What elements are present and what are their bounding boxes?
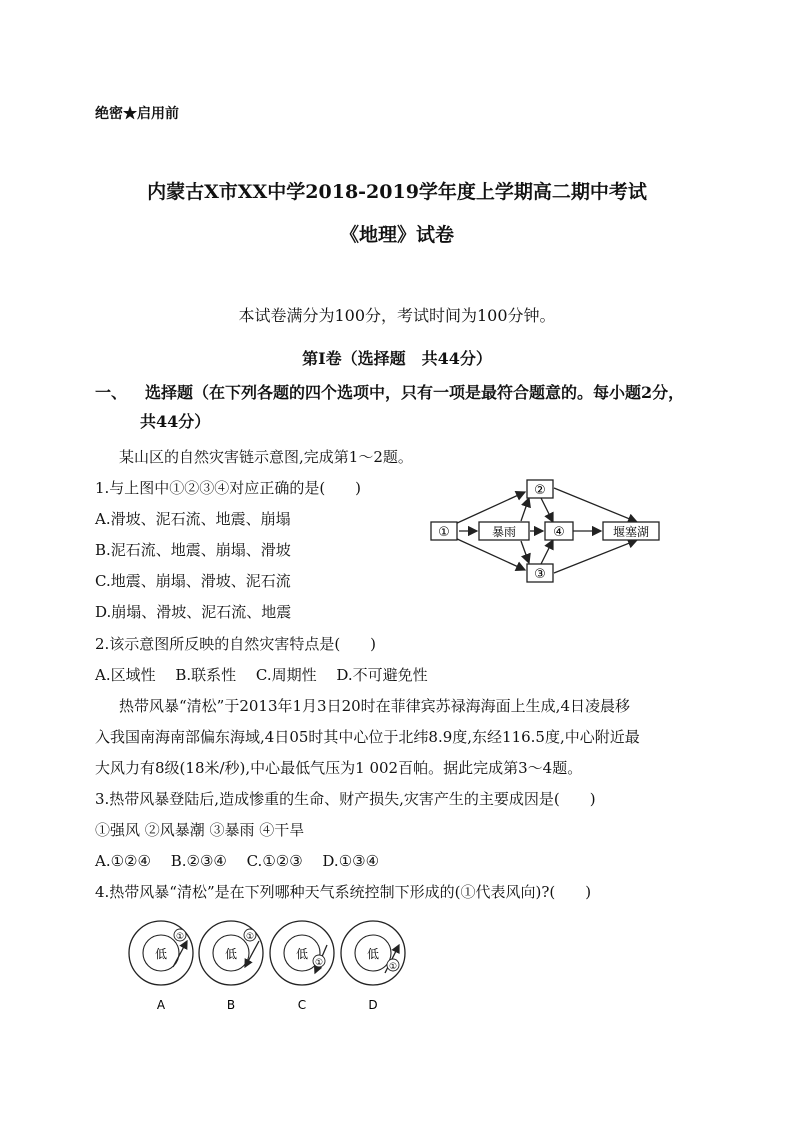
- exam-info: 本试卷满分为100分，考试时间为100分钟。: [238, 306, 556, 325]
- node-lake: [603, 522, 659, 540]
- node-3: [527, 564, 553, 582]
- low-label-b: 低: [224, 947, 238, 961]
- caption-d: D: [368, 998, 378, 1012]
- passage-1: 某山区的自然灾害链示意图,完成第1～2题。: [119, 448, 413, 466]
- weather-system-diagrams: [125, 915, 415, 1015]
- q1-option-c: C.地震、崩塌、滑坡、泥石流: [95, 572, 291, 590]
- node-rain: [479, 522, 529, 540]
- low-label-c: 低: [295, 947, 309, 961]
- node-rain-label: 暴雨: [491, 525, 517, 539]
- passage-2-line3: 大风力有8级(18米/秒),中心最低气压为1 002百帕。据此完成第3～4题。: [95, 759, 583, 777]
- part-title: 第Ⅰ卷（选择题 共44分）: [302, 349, 492, 368]
- node-lake-label: 堰塞湖: [612, 525, 650, 539]
- q4-stem: 4.热带风暴“清松”是在下列哪种天气系统控制下形成的(①代表风向)?( ): [95, 883, 592, 901]
- low-label-d: 低: [366, 947, 380, 961]
- section-number: 一、: [95, 383, 128, 402]
- q3-options: A.①②④ B.②③④ C.①②③ D.①③④: [95, 852, 380, 870]
- node-1: [431, 522, 457, 540]
- node-4: [545, 522, 573, 540]
- option-d-diagram: [341, 921, 405, 1012]
- q1-option-a: A.滑坡、泥石流、地震、崩塌: [95, 510, 291, 528]
- disaster-chain-diagram: [425, 470, 665, 590]
- passage-2-line1: 热带风暴“清松”于2013年1月3日20时在菲律宾苏禄海海面上生成,4日凌晨移: [119, 697, 630, 715]
- exam-subtitle: 《地理》试卷: [339, 224, 454, 246]
- low-label-a: 低: [154, 947, 168, 961]
- q1-stem: 1.与上图中①②③④对应正确的是( ): [95, 479, 362, 497]
- q2-options: A.区域性 B.联系性 C.周期性 D.不可避免性: [95, 666, 428, 684]
- caption-a: A: [156, 998, 166, 1012]
- section-heading: [95, 380, 684, 403]
- arrow-label-d: ①: [388, 962, 398, 972]
- passage-2-line2: 入我国南海南部偏东海域,4日05时其中心位于北纬8.9度,东经116.5度,中心附近最: [95, 728, 640, 746]
- node-1-label: ①: [438, 525, 450, 540]
- node-2: [527, 480, 553, 498]
- option-a-diagram: [129, 921, 193, 1012]
- q3-items: ①强风 ②风暴潮 ③暴雨 ④干旱: [95, 821, 305, 839]
- exam-title: 内蒙古X市XX中学2018-2019学年度上学期高二期中考试: [147, 181, 647, 203]
- arrow-label-a: ①: [175, 932, 185, 942]
- secret-mark: 绝密★启用前: [95, 106, 179, 122]
- node-2-label: ②: [534, 483, 546, 498]
- caption-c: C: [297, 998, 307, 1012]
- arrow-label-c: ①: [314, 958, 324, 968]
- q1-option-d: D.崩塌、滑坡、泥石流、地震: [95, 603, 292, 621]
- section-intro-line1: 选择题（在下列各题的四个选项中，只有一项是最符合题意的。每小题2分，: [145, 383, 685, 402]
- node-4-label: ④: [553, 525, 565, 540]
- arrow-label-b: ①: [245, 932, 255, 942]
- q3-stem: 3.热带风暴登陆后,造成惨重的生命、财产损失,灾害产生的主要成因是( ): [95, 790, 596, 808]
- q1-option-b: B.泥石流、地震、崩塌、滑坡: [95, 541, 291, 559]
- option-c-diagram: [270, 921, 334, 1012]
- caption-b: B: [226, 998, 236, 1012]
- option-b-diagram: [199, 921, 263, 1012]
- section-intro-line2: 共44分）: [140, 412, 211, 431]
- q2-stem: 2.该示意图所反映的自然灾害特点是( ): [95, 635, 377, 653]
- node-3-label: ③: [534, 567, 546, 582]
